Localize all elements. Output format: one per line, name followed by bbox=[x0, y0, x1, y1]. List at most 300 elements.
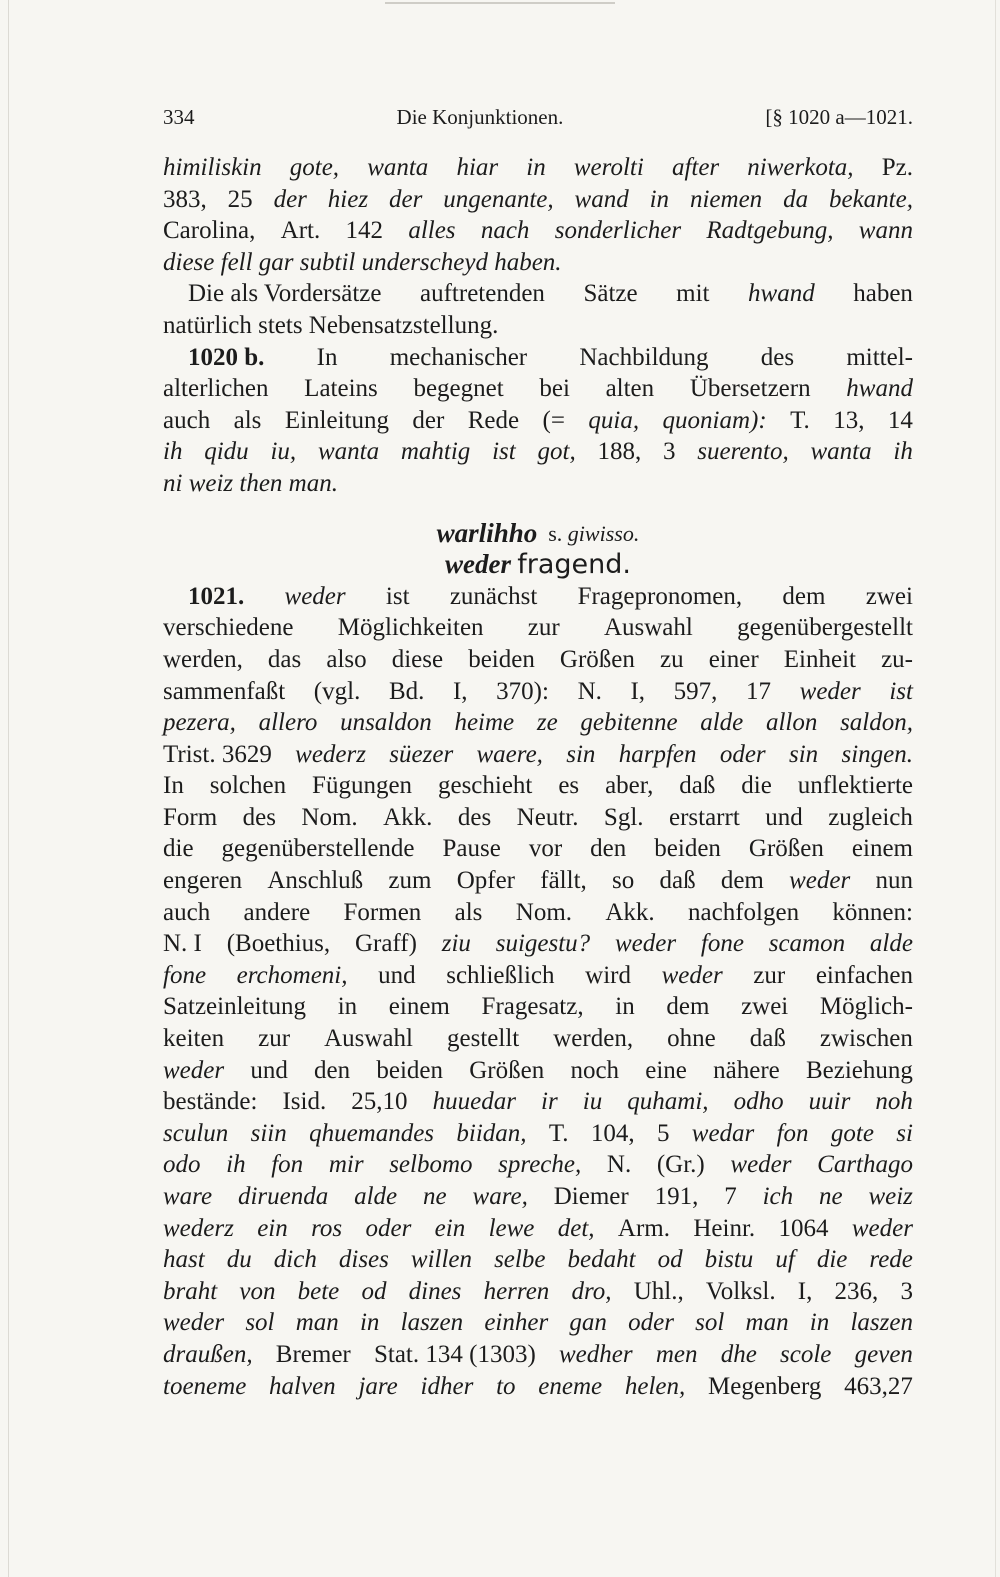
italic-word: werolti bbox=[573, 154, 644, 181]
italic-word: to bbox=[496, 1372, 516, 1400]
italic-word: after bbox=[671, 154, 720, 181]
word: zwischen bbox=[819, 1025, 913, 1053]
italic-word: jare bbox=[358, 1372, 398, 1400]
text-line bbox=[163, 1023, 913, 1055]
word: Fragepronomen, bbox=[577, 582, 743, 610]
italic-word: dich bbox=[273, 1246, 317, 1274]
word: werden, bbox=[163, 645, 243, 673]
word: diese bbox=[391, 645, 444, 673]
italic-word: heime bbox=[454, 709, 515, 737]
word: Einheit bbox=[783, 645, 856, 673]
word: Bd. bbox=[388, 677, 425, 705]
word: dem bbox=[720, 867, 764, 895]
italic-word: harpfen bbox=[618, 740, 697, 768]
word: eine bbox=[645, 1056, 687, 1084]
word: mit bbox=[676, 280, 710, 308]
word: Bremer bbox=[275, 1340, 351, 1368]
text-line bbox=[163, 1181, 913, 1213]
word: 13, bbox=[833, 406, 865, 434]
italic-word: suerento, bbox=[697, 438, 789, 466]
word: noch bbox=[570, 1056, 620, 1084]
italic-word: wederz bbox=[163, 1214, 234, 1242]
italic-word: allero bbox=[258, 709, 318, 737]
word: die bbox=[741, 772, 772, 800]
word: des bbox=[242, 803, 276, 831]
word: Nom. bbox=[301, 803, 358, 831]
word: Lateins bbox=[304, 375, 378, 403]
word: Form bbox=[163, 803, 218, 831]
italic-word: fon bbox=[271, 1151, 304, 1179]
italic-word: sin bbox=[788, 740, 819, 768]
word: In bbox=[316, 343, 338, 371]
italic-word: laszen bbox=[400, 1309, 464, 1337]
italic-word: ze bbox=[536, 709, 558, 737]
italic-word: got, bbox=[537, 438, 576, 466]
italic-word: weder bbox=[163, 1056, 225, 1084]
word: In bbox=[163, 772, 184, 800]
word: einem bbox=[388, 993, 450, 1021]
word: Carolina, bbox=[163, 217, 256, 245]
word: alterlichen bbox=[163, 375, 269, 403]
paragraph-block bbox=[163, 581, 913, 1402]
italic-word: niwerkota, bbox=[747, 154, 854, 181]
italic-word: ist bbox=[889, 677, 913, 705]
text-line bbox=[163, 436, 913, 468]
word: ohne bbox=[667, 1025, 716, 1053]
word: Pz. bbox=[881, 154, 913, 181]
word: auch bbox=[163, 406, 211, 434]
text-line bbox=[163, 184, 913, 216]
word: des bbox=[760, 343, 795, 371]
italic-word: braht bbox=[163, 1277, 218, 1305]
word: Sätze bbox=[583, 280, 638, 308]
page-body bbox=[163, 100, 913, 1402]
italic-word: da bbox=[783, 185, 809, 213]
word: 383, bbox=[163, 185, 207, 213]
italic-word: hiar bbox=[456, 154, 499, 181]
word: 142 bbox=[345, 217, 384, 245]
word: nachfolgen bbox=[688, 898, 800, 926]
word: daß bbox=[679, 772, 716, 800]
word: Pause bbox=[442, 835, 501, 863]
word: zur bbox=[527, 614, 560, 642]
text-line bbox=[163, 676, 913, 708]
italic-word: wederz bbox=[295, 740, 366, 768]
word: 3 bbox=[900, 1277, 913, 1305]
text-line bbox=[163, 739, 913, 771]
word: 25 bbox=[227, 185, 253, 213]
italic-word: alde bbox=[700, 709, 744, 737]
word: 1064 bbox=[778, 1214, 829, 1242]
italic-word: in bbox=[359, 1309, 380, 1337]
word: Die als Vordersätze bbox=[163, 280, 382, 308]
italic-word: himiliskin bbox=[163, 154, 262, 181]
word: Beziehung bbox=[805, 1056, 913, 1084]
italic-word: pezera, bbox=[163, 709, 236, 737]
italic-word: oder bbox=[628, 1309, 674, 1337]
italic-word: od bbox=[657, 1246, 683, 1274]
text-line bbox=[163, 373, 913, 405]
italic-word: saldon, bbox=[840, 709, 913, 737]
word: Arm. bbox=[617, 1214, 670, 1242]
word: gegenüberstellende bbox=[221, 835, 415, 863]
word: solchen bbox=[209, 772, 287, 800]
word: mechanischer bbox=[389, 343, 528, 371]
italic-word: oder bbox=[719, 740, 766, 768]
italic-word: hwand bbox=[748, 280, 815, 308]
word: gestellt bbox=[447, 1025, 520, 1053]
italic-word: odho bbox=[733, 1088, 784, 1116]
word: 7 bbox=[724, 1183, 737, 1210]
italic-word: die bbox=[816, 1246, 848, 1274]
word: einer bbox=[708, 645, 759, 673]
text-line bbox=[163, 991, 913, 1023]
heading-rest: fragend. bbox=[517, 549, 631, 581]
word: zu bbox=[660, 645, 684, 673]
italic-word: men bbox=[655, 1340, 698, 1368]
word: der bbox=[412, 406, 445, 434]
word: in bbox=[337, 993, 358, 1021]
word: die bbox=[163, 835, 194, 863]
text-line bbox=[163, 581, 913, 613]
text-line bbox=[163, 310, 913, 342]
italic-word: uuir bbox=[808, 1088, 851, 1116]
italic-word: spreche, bbox=[498, 1151, 582, 1179]
italic-word: diese fell gar subtil underscheyd haben. bbox=[163, 248, 562, 276]
word: und bbox=[765, 803, 803, 831]
word: keiten bbox=[163, 1025, 225, 1053]
text-line bbox=[163, 770, 913, 802]
word: werden, bbox=[553, 1025, 634, 1053]
word: zugleich bbox=[828, 803, 913, 831]
word: zwei bbox=[865, 582, 913, 610]
word: Volksl. bbox=[705, 1277, 776, 1305]
word: N. bbox=[606, 1151, 632, 1179]
italic-word: alde bbox=[354, 1183, 398, 1210]
italic-word: quhami, bbox=[627, 1088, 709, 1116]
italic-word: ware, bbox=[472, 1183, 528, 1210]
word: auch bbox=[163, 898, 211, 926]
italic-word: oder bbox=[365, 1214, 412, 1242]
italic-word: qhuemandes bbox=[309, 1119, 435, 1147]
word: zwei bbox=[741, 993, 789, 1021]
italic-word: ih bbox=[226, 1151, 246, 1179]
word: I, bbox=[797, 1277, 813, 1305]
word: T. bbox=[790, 406, 810, 434]
italic-word: gote bbox=[830, 1119, 874, 1147]
italic-word: gote, bbox=[289, 154, 340, 181]
italic-word: rede bbox=[869, 1246, 913, 1274]
italic-word: dises bbox=[338, 1246, 389, 1274]
italic-word: diruenda bbox=[237, 1183, 329, 1210]
text-line bbox=[163, 342, 913, 374]
italic-word: ne bbox=[818, 1183, 843, 1210]
word: engeren bbox=[163, 867, 243, 895]
word: Akk. bbox=[383, 803, 433, 831]
text-line bbox=[163, 1244, 913, 1276]
text-line bbox=[163, 152, 913, 184]
word: vor bbox=[528, 835, 563, 863]
italic-word: gan bbox=[569, 1309, 607, 1337]
word: Megenberg bbox=[708, 1372, 822, 1400]
italic-word: laszen bbox=[850, 1309, 913, 1337]
italic-word: du bbox=[226, 1246, 252, 1274]
word: haben bbox=[853, 280, 913, 308]
word: Einleitung bbox=[284, 406, 389, 434]
word: beiden bbox=[468, 645, 535, 673]
italic-word: uf bbox=[775, 1246, 795, 1274]
word: 14 bbox=[887, 406, 913, 434]
word: wird bbox=[585, 961, 631, 989]
text-line bbox=[163, 802, 913, 834]
running-header bbox=[163, 100, 913, 134]
word: Sgl. bbox=[603, 803, 644, 831]
text-line bbox=[163, 1276, 913, 1308]
word: einem bbox=[851, 835, 913, 863]
italic-word: idher bbox=[420, 1372, 474, 1400]
section-range: [§ 1020 a—1021. bbox=[765, 105, 913, 129]
word: einfachen bbox=[815, 961, 913, 989]
word: ist bbox=[385, 582, 410, 610]
word: nähere bbox=[713, 1056, 780, 1084]
word: Akk. bbox=[605, 898, 655, 926]
italic-word: mir bbox=[328, 1151, 364, 1179]
text-line bbox=[163, 405, 913, 437]
word: in bbox=[615, 993, 635, 1021]
italic-word: hiez bbox=[327, 185, 369, 213]
word: zunächst bbox=[449, 582, 538, 610]
italic-word: weiz bbox=[868, 1183, 913, 1210]
italic-word: weder bbox=[163, 1309, 225, 1337]
italic-word: wanta bbox=[367, 154, 429, 181]
text-line bbox=[163, 897, 913, 929]
italic-word: hwand bbox=[846, 375, 913, 403]
word: als bbox=[454, 898, 483, 926]
italic-word: ungenante, bbox=[443, 185, 554, 213]
italic-word: odo bbox=[163, 1151, 201, 1179]
word: nun bbox=[875, 867, 913, 895]
word: unflektierte bbox=[797, 772, 913, 800]
italic-word: in bbox=[649, 185, 670, 213]
word: Möglichkeiten bbox=[337, 614, 484, 642]
page-number: 334 bbox=[163, 105, 195, 129]
italic-word: ware bbox=[163, 1183, 213, 1210]
word: Isid. bbox=[282, 1088, 327, 1116]
word: (vgl. bbox=[313, 677, 361, 705]
italic-word: unsaldon bbox=[340, 709, 432, 737]
italic-word: allon bbox=[765, 709, 818, 737]
italic-word: selbe bbox=[494, 1246, 546, 1274]
italic-word: ni weiz then man. bbox=[163, 469, 338, 497]
word: so bbox=[612, 867, 635, 895]
word: Größen bbox=[469, 1056, 545, 1084]
italic-word: gebitenne bbox=[580, 709, 678, 737]
italic-word: biidan, bbox=[456, 1119, 527, 1147]
italic-word: scole bbox=[780, 1340, 832, 1368]
italic-word: Carthago bbox=[817, 1151, 913, 1179]
word: begegnet bbox=[413, 375, 504, 403]
text-line bbox=[163, 644, 913, 676]
word: beiden bbox=[376, 1056, 444, 1084]
word: alten bbox=[605, 375, 655, 403]
italic-word: siin bbox=[250, 1119, 287, 1147]
italic-word: bistu bbox=[704, 1246, 754, 1274]
word: zur bbox=[753, 961, 786, 989]
italic-word: quia, bbox=[588, 406, 640, 434]
word: Uhl., bbox=[633, 1277, 684, 1305]
italic-word: toeneme bbox=[163, 1372, 247, 1400]
italic-word: herren bbox=[483, 1277, 550, 1305]
italic-word: weder bbox=[799, 677, 861, 705]
italic-word: suigestu? bbox=[495, 930, 591, 958]
italic-word: eneme bbox=[538, 1372, 603, 1400]
italic-word: weder bbox=[789, 867, 851, 895]
word: zu- bbox=[881, 645, 913, 673]
text-line bbox=[163, 928, 913, 960]
italic-word: alde bbox=[869, 930, 913, 958]
italic-word: weder bbox=[284, 582, 346, 610]
italic-word: iu, bbox=[270, 438, 297, 466]
text-line bbox=[163, 468, 913, 500]
italic-word: bedaht bbox=[567, 1246, 636, 1274]
heading-warlihho bbox=[163, 518, 913, 550]
word: 104, bbox=[590, 1119, 635, 1147]
italic-word: od bbox=[361, 1277, 387, 1305]
italic-word: erchomeni, bbox=[236, 961, 348, 989]
italic-word: wann bbox=[858, 217, 913, 245]
word: I, bbox=[630, 677, 646, 705]
word: es bbox=[558, 772, 580, 800]
italic-word: ein bbox=[434, 1214, 466, 1242]
word: T. bbox=[548, 1119, 569, 1147]
word: also bbox=[326, 645, 367, 673]
word: das bbox=[267, 645, 302, 673]
word: (= bbox=[542, 406, 565, 434]
italic-word: singen. bbox=[841, 740, 913, 768]
word: 463,27 bbox=[844, 1372, 913, 1400]
word: 188, bbox=[597, 438, 642, 466]
italic-word: man bbox=[295, 1309, 339, 1337]
word: den bbox=[314, 1056, 351, 1084]
italic-word: wedar bbox=[691, 1119, 755, 1147]
word: Anschluß bbox=[267, 867, 364, 895]
word: Rede bbox=[467, 406, 520, 434]
text-line bbox=[163, 247, 913, 279]
italic-word: willen bbox=[410, 1246, 473, 1274]
italic-word: von bbox=[239, 1277, 276, 1305]
italic-word: Radtgebung, bbox=[706, 217, 834, 245]
italic-word: ros bbox=[311, 1214, 343, 1242]
word: erstarrt bbox=[668, 803, 740, 831]
italic-word: iu bbox=[582, 1088, 603, 1116]
word: dem bbox=[782, 582, 826, 610]
headword: weder bbox=[445, 549, 511, 580]
word: 5 bbox=[656, 1119, 670, 1147]
italic-word: halven bbox=[269, 1372, 336, 1400]
word: den bbox=[590, 835, 627, 863]
italic-word: ne bbox=[423, 1183, 447, 1210]
italic-word: si bbox=[896, 1119, 913, 1147]
italic-word: ih bbox=[893, 438, 913, 466]
italic-word: in bbox=[809, 1309, 830, 1337]
italic-word: sculun bbox=[163, 1119, 229, 1147]
italic-word: dhe bbox=[720, 1340, 757, 1368]
italic-word: sin bbox=[566, 740, 596, 768]
text-line bbox=[163, 1086, 913, 1118]
word: beiden bbox=[654, 835, 721, 863]
word: Nachbildung bbox=[579, 343, 709, 371]
italic-word: wanta bbox=[317, 438, 380, 466]
word: des bbox=[457, 803, 492, 831]
word: als bbox=[233, 406, 262, 434]
italic-word: ir bbox=[541, 1088, 558, 1116]
italic-word: ih bbox=[163, 438, 183, 466]
italic-word: fone bbox=[700, 930, 744, 958]
italic-word: bekante, bbox=[828, 185, 913, 213]
word: Übersetzern bbox=[689, 375, 811, 403]
word: (Gr.) bbox=[656, 1151, 705, 1179]
word: Möglich- bbox=[819, 993, 913, 1021]
running-title: Die Konjunktionen. bbox=[396, 105, 564, 129]
paragraph-block bbox=[163, 152, 913, 500]
italic-word: bete bbox=[297, 1277, 340, 1305]
word: bestände: bbox=[163, 1088, 258, 1116]
word: gegenübergestellt bbox=[737, 614, 913, 642]
page-edge bbox=[995, 0, 996, 1577]
word: Auswahl bbox=[603, 614, 693, 642]
word: schließlich bbox=[446, 961, 555, 989]
section-number: 1020 b. bbox=[163, 343, 265, 371]
word: können: bbox=[832, 898, 913, 926]
italic-word: wedher bbox=[559, 1340, 633, 1368]
italic-word: fone bbox=[163, 961, 207, 989]
word: Art. bbox=[280, 217, 321, 245]
word: bei bbox=[539, 375, 570, 403]
italic-word: dro, bbox=[571, 1277, 612, 1305]
word: Opfer bbox=[456, 867, 516, 895]
text-line bbox=[163, 960, 913, 992]
word: Auswahl bbox=[324, 1025, 413, 1053]
word: verschiedene bbox=[163, 614, 294, 642]
italic-word: huuedar bbox=[432, 1088, 516, 1116]
word: dem bbox=[666, 993, 710, 1021]
headword: warlihho bbox=[436, 517, 538, 548]
italic-word: sonderlicher bbox=[554, 217, 682, 245]
word: und bbox=[250, 1056, 288, 1084]
top-rule bbox=[385, 2, 615, 4]
word: 25,10 bbox=[351, 1088, 408, 1116]
italic-word: draußen, bbox=[163, 1340, 253, 1368]
word: 597, bbox=[673, 677, 718, 705]
italic-word: wanta bbox=[810, 438, 872, 466]
italic-word: alles bbox=[408, 217, 456, 245]
word: Nom. bbox=[515, 898, 573, 926]
italic-word: scamon bbox=[768, 930, 846, 958]
italic-word: selbomo bbox=[389, 1151, 473, 1179]
word: daß bbox=[659, 867, 696, 895]
word: 3 bbox=[663, 438, 676, 466]
italic-word: fon bbox=[776, 1119, 809, 1147]
text-line bbox=[163, 1149, 913, 1181]
italic-word: in bbox=[526, 154, 546, 181]
word: zur bbox=[258, 1025, 291, 1053]
word: Fügungen bbox=[312, 772, 413, 800]
italic-word: ein bbox=[257, 1214, 288, 1242]
text-line bbox=[163, 707, 913, 739]
text-line bbox=[163, 1118, 913, 1150]
italic-word: weder bbox=[614, 930, 677, 958]
text-line bbox=[163, 278, 913, 310]
